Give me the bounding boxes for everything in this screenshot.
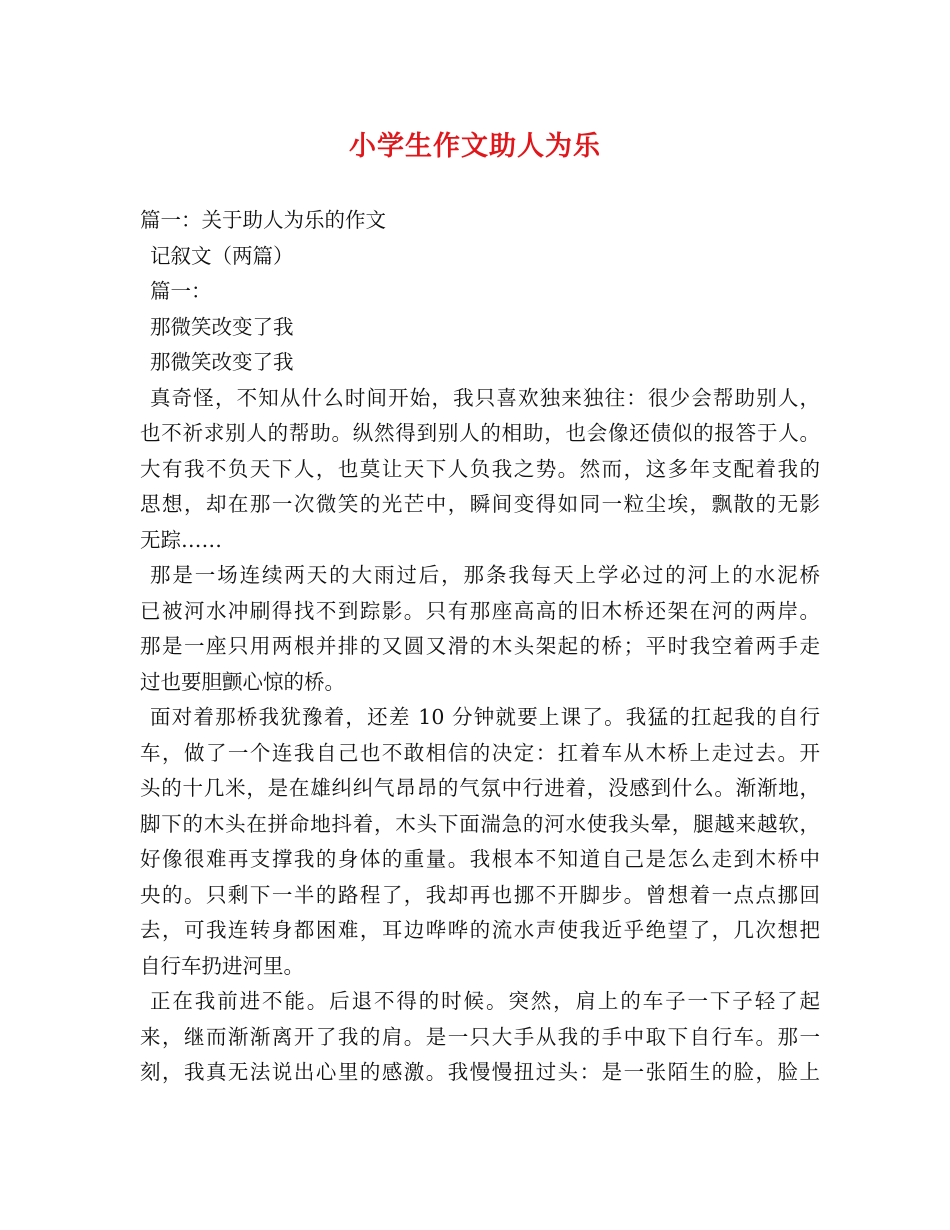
essay-title: 那微笑改变了我 — [150, 314, 294, 339]
paragraph-line: 已被河水冲刷得找不到踪影。只有那座高高的旧木桥还架在河的两岸。 — [140, 598, 820, 623]
paragraph-line: 脚下的木头在拼命地抖着，木头下面湍急的河水使我头晕，腿越来越软， — [140, 811, 820, 836]
paragraph-line: 那是一场连续两天的大雨过后，那条我每天上学必过的河上的水泥桥 — [150, 563, 820, 587]
paragraph-line: 正在我前进不能。后退不得的时候。突然，肩上的车子一下子轻了起 — [150, 989, 820, 1013]
paragraph-line: 好像很难再支撑我的身体的重量。我根本不知道自己是怎么走到木桥中 — [140, 847, 820, 871]
paragraph-line: 去，可我连转身都困难，耳边哗哗的流水声使我近乎绝望了，几次想把 — [140, 918, 820, 942]
subheading: 记叙文（两篇） — [150, 243, 294, 268]
paragraph-line: 真奇怪，不知从什么时间开始，我只喜欢独来独往：很少会帮助别人， — [150, 385, 820, 410]
document-title: 小学生作文助人为乐 — [349, 131, 601, 162]
paragraph-line: 无踪…… — [140, 527, 222, 552]
paragraph-line: 来，继而渐渐离开了我的肩。是一只大手从我的手中取下自行车。那一 — [140, 1024, 820, 1049]
paragraph-line: 那是一座只用两根并排的又圆又滑的木头架起的桥；平时我空着两手走 — [140, 634, 820, 658]
paragraph-line: 车，做了一个连我自己也不敢相信的决定：扛着车从木桥上走过去。开 — [140, 740, 820, 765]
paragraph-line: 自行车扔进河里。 — [140, 953, 304, 978]
subheading: 篇一： — [150, 279, 212, 303]
document-body — [140, 203, 820, 1091]
essay-title: 那微笑改变了我 — [150, 350, 294, 374]
paragraph-line: 央的。只剩下一半的路程了，我却再也挪不开脚步。曾想着一点点挪回 — [140, 882, 820, 907]
section-heading: 篇一：关于助人为乐的作文 — [140, 208, 386, 232]
paragraph-line: 也不祈求别人的帮助。纵然得到别人的相助，也会像还债似的报答于人。 — [140, 421, 820, 445]
paragraph-line: 面对着那桥我犹豫着，还差 10 分钟就要上课了。我猛的扛起我的自行 — [150, 705, 820, 729]
paragraph-line: 过也要胆颤心惊的桥。 — [140, 669, 345, 694]
paragraph-line: 思想，却在那一次微笑的光芒中，瞬间变得如同一粒尘埃，飘散的无影 — [140, 492, 820, 516]
paragraph-line: 头的十几米，是在雄纠纠气昂昂的气氛中行进着，没感到什么。渐渐地， — [140, 776, 820, 800]
paragraph-line: 刻，我真无法说出心里的感激。我慢慢扭过头：是一张陌生的脸，脸上 — [140, 1060, 820, 1084]
paragraph-line: 大有我不负天下人，也莫让天下人负我之势。然而，这多年支配着我的 — [140, 456, 820, 481]
